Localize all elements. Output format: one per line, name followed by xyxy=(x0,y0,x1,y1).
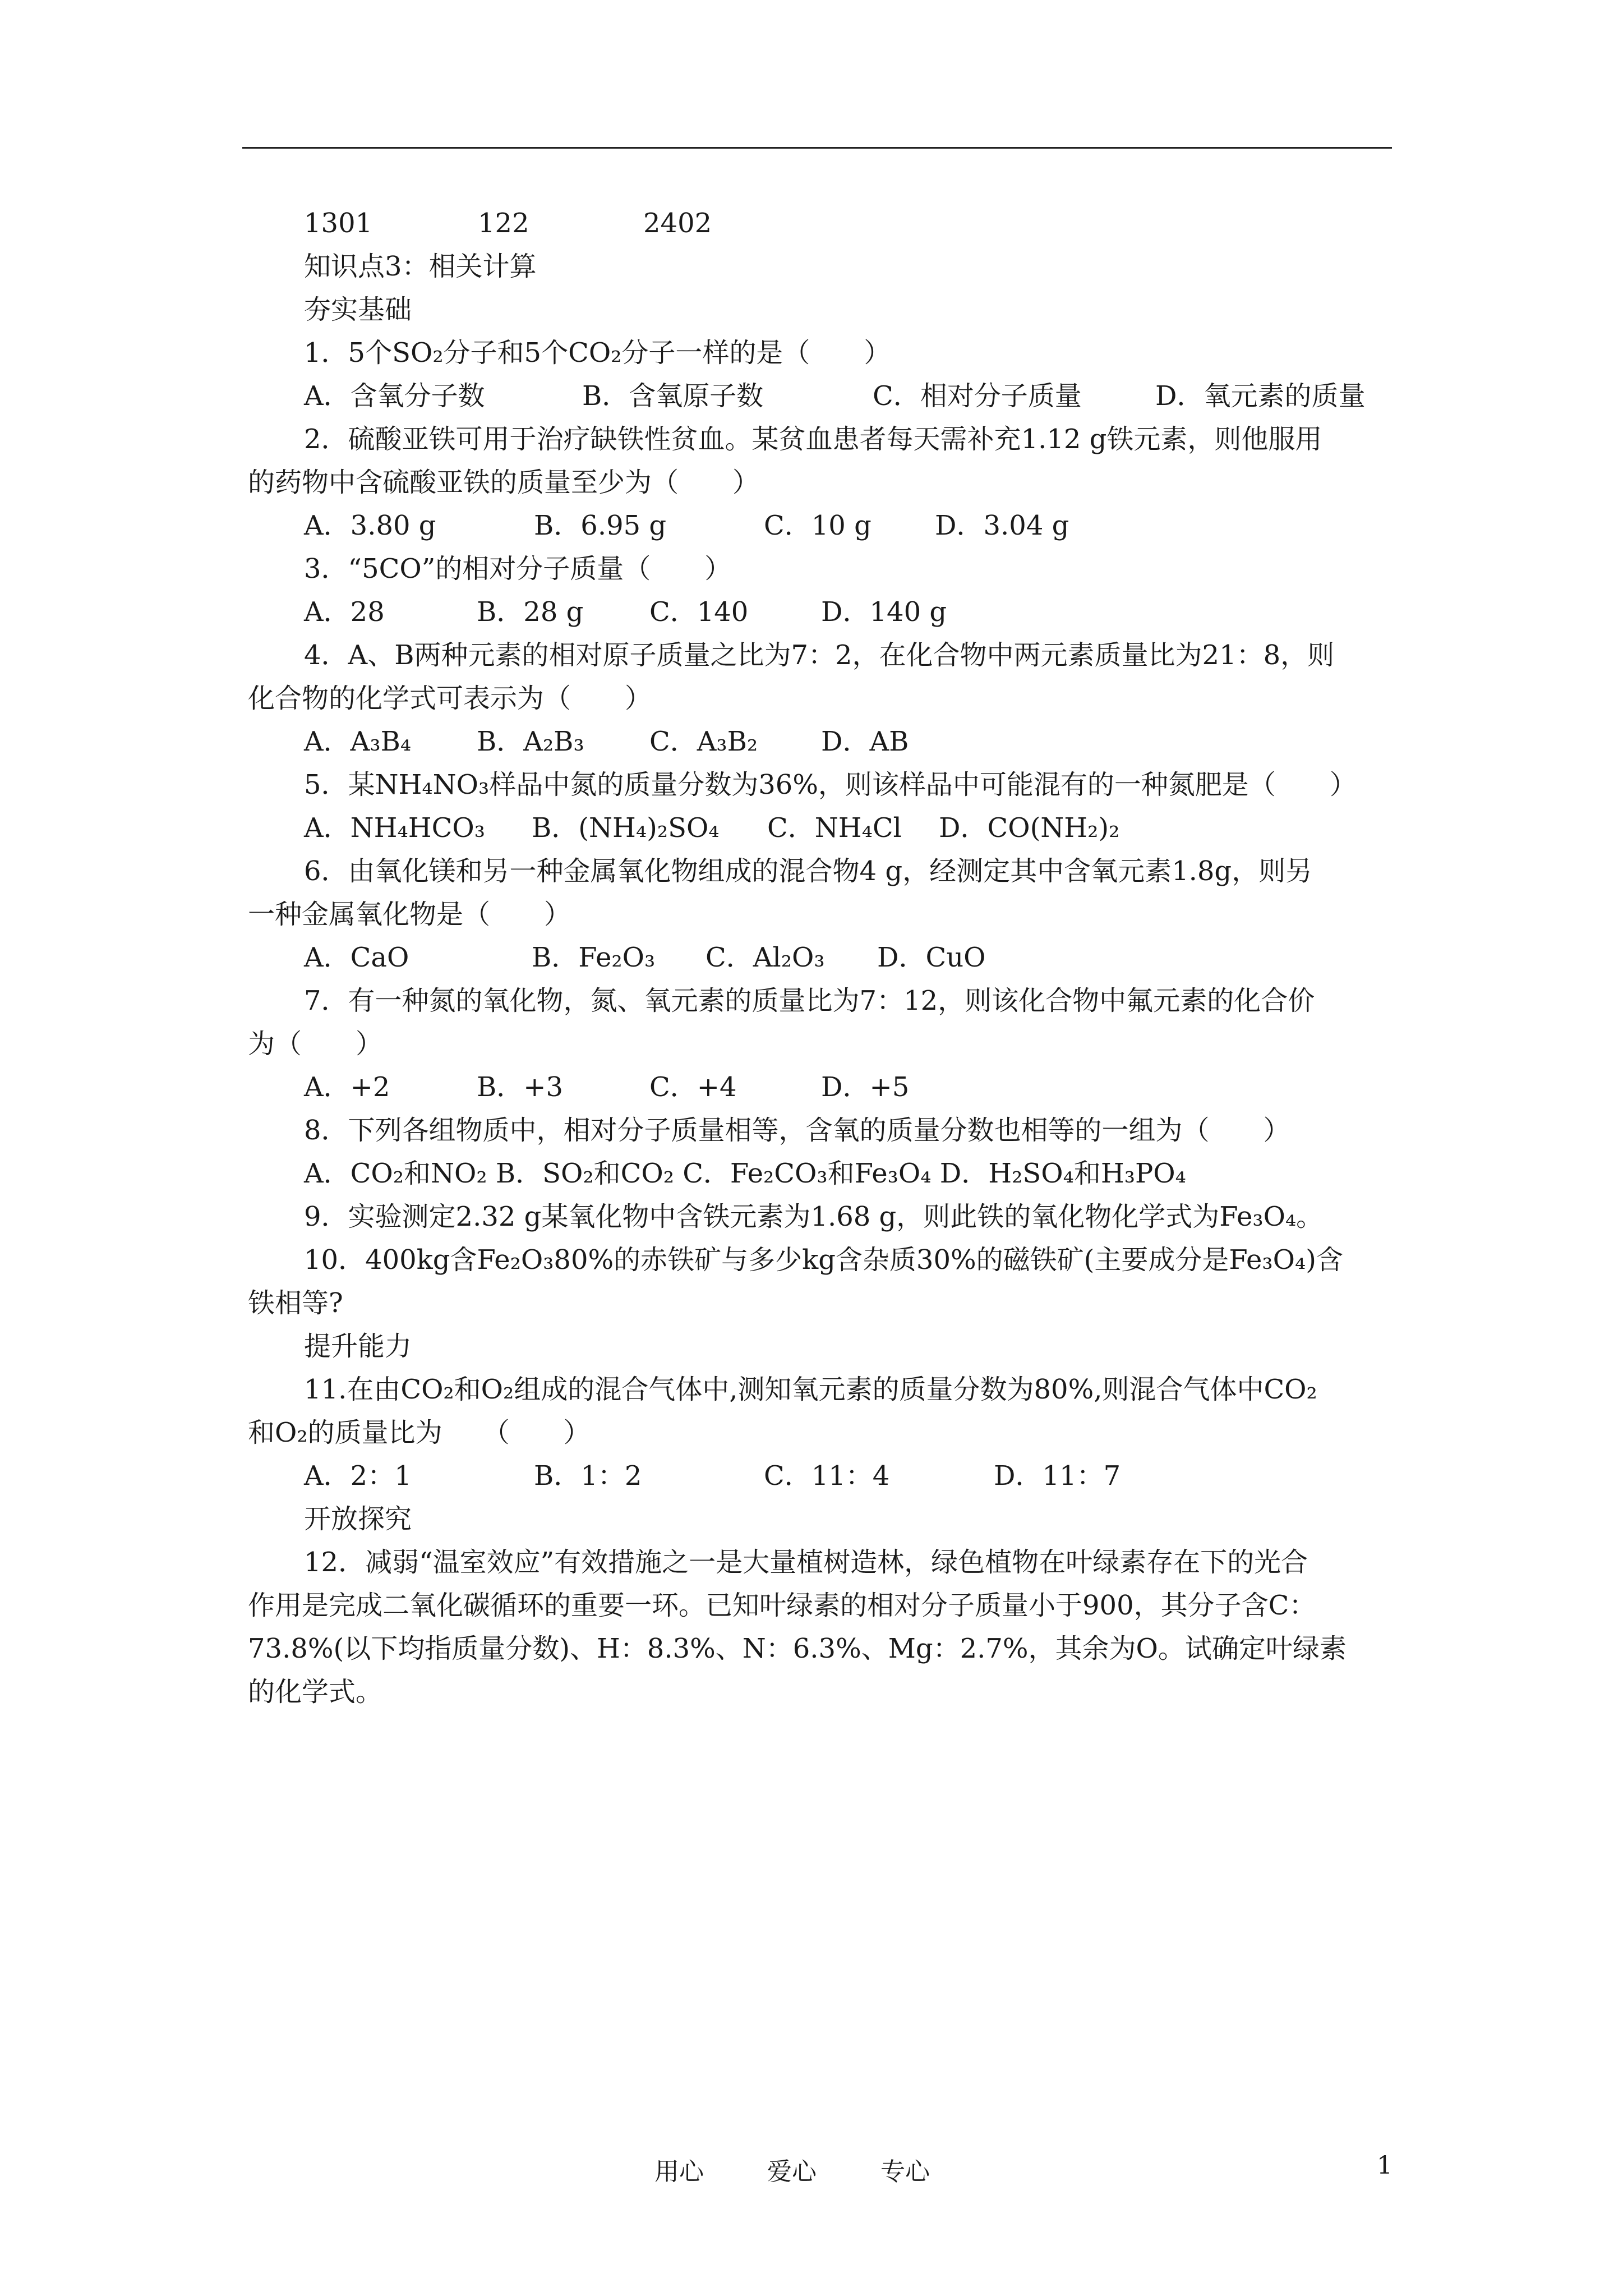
page-number: 1 xyxy=(1377,2151,1393,2180)
question-7-options xyxy=(248,1066,1392,1109)
question-5-options xyxy=(248,807,1392,850)
option-b: B．含氧原子数 xyxy=(582,380,764,412)
option-b: B．SO₂和CO₂ xyxy=(495,1158,674,1189)
option-d: D．H₂SO₄和H₃PO₄ xyxy=(939,1158,1186,1189)
part-heading-ability: 提升能力 xyxy=(304,1331,412,1362)
option-c: C．11：4 xyxy=(764,1460,890,1492)
option-d: D．140 g xyxy=(821,596,947,628)
option-a: A．A₃B₄ xyxy=(304,726,412,757)
option-b: B．1：2 xyxy=(534,1460,642,1492)
option-b: B．A₂B₃ xyxy=(477,726,584,757)
option-a: A．CO₂和NO₂ xyxy=(304,1158,487,1189)
option-d: D．AB xyxy=(821,726,909,757)
option-a: A．2：1 xyxy=(304,1460,412,1492)
option-a: A．28 xyxy=(304,596,385,628)
question-6-options xyxy=(248,936,1392,979)
option-d: D．CuO xyxy=(877,942,986,973)
question-12-line-2: 作用是完成二氧化碳循环的重要一环。已知叶绿素的相对分子质量小于900，其分子含C： xyxy=(248,1590,1316,1621)
number-2: 122 xyxy=(478,208,529,239)
part-heading-basic: 夯实基础 xyxy=(304,294,412,325)
question-9-stem: 9．实验测定2.32 g某氧化物中含铁元素为1.68 g，则此铁的氧化物化学式为Fe₃O₄。 xyxy=(304,1201,1324,1232)
question-6-stem-line-2: 一种金属氧化物是（ ） xyxy=(248,899,571,930)
question-5-stem: 5．某NH₄NO₃样品中氮的质量分数为36%，则该样品中可能混有的一种氮肥是（ ） xyxy=(304,769,1357,800)
option-d: D．CO(NH₂)₂ xyxy=(939,812,1120,844)
option-a: A．3.80 g xyxy=(304,510,436,541)
option-d: D．11：7 xyxy=(994,1460,1121,1492)
worksheet-body xyxy=(248,202,1392,1714)
option-a: A．CaO xyxy=(304,942,409,973)
option-d: D．+5 xyxy=(821,1071,910,1103)
question-8-options xyxy=(248,1152,1392,1195)
header-numbers xyxy=(248,202,1392,245)
option-b: B．28 g xyxy=(477,596,584,628)
option-d: D．氧元素的质量 xyxy=(1155,380,1366,412)
option-a: A．NH₄HCO₃ xyxy=(304,812,485,844)
option-c: C．Al₂O₃ xyxy=(706,942,825,973)
question-4-stem-line-2: 化合物的化学式可表示为（ ） xyxy=(248,683,652,714)
page-footer xyxy=(0,2151,1623,2185)
question-11-stem-line-2: 和O₂的质量比为 （ ） xyxy=(248,1417,591,1448)
option-d: D．3.04 g xyxy=(935,510,1069,541)
question-12-line-4: 的化学式。 xyxy=(248,1676,383,1708)
option-c: C．NH₄Cl xyxy=(767,812,902,844)
question-12-line-3: 73.8%(以下均指质量分数)、H：8.3%、N：6.3%、Mg：2.7%，其余为O。试确定叶绿素 xyxy=(248,1633,1347,1664)
question-4-options xyxy=(248,720,1392,763)
question-2-stem-line-1: 2．硫酸亚铁可用于治疗缺铁性贫血。某贫血患者每天需补充1.12 g铁元素，则他服用 xyxy=(304,424,1322,455)
option-c: C．140 xyxy=(649,596,749,628)
question-10-stem-line-2: 铁相等? xyxy=(248,1287,343,1319)
question-6-stem-line-1: 6．由氧化镁和另一种金属氧化物组成的混合物4 g，经测定其中含氧元素1.8g，则另 xyxy=(304,855,1313,887)
option-c: C．相对分子质量 xyxy=(873,380,1082,412)
option-b: B．+3 xyxy=(477,1071,564,1103)
section-title: 知识点3：相关计算 xyxy=(304,251,537,282)
option-b: B．6.95 g xyxy=(534,510,667,541)
option-b: B．Fe₂O₃ xyxy=(532,942,656,973)
option-c: C．A₃B₂ xyxy=(649,726,758,757)
option-a: A．+2 xyxy=(304,1071,390,1103)
question-2-options xyxy=(248,504,1392,547)
question-3-options xyxy=(248,591,1392,634)
footer-motto-2: 爱心 xyxy=(767,2157,817,2186)
number-3: 2402 xyxy=(643,208,712,239)
option-c: C．+4 xyxy=(649,1071,737,1103)
number-1: 1301 xyxy=(304,208,373,239)
question-1-stem: 1．5个SO₂分子和5个CO₂分子一样的是（ ） xyxy=(304,337,891,369)
option-b: B．(NH₄)₂SO₄ xyxy=(532,812,720,844)
question-8-stem: 8．下列各组物质中，相对分子质量相等，含氧的质量分数也相等的一组为（ ） xyxy=(304,1115,1290,1146)
question-4-stem-line-1: 4．A、B两种元素的相对原子质量之比为7：2，在化合物中两元素质量比为21：8，则 xyxy=(304,639,1335,671)
question-7-stem-line-1: 7．有一种氮的氧化物，氮、氧元素的质量比为7：12，则该化合物中氟元素的化合价 xyxy=(304,985,1315,1016)
option-a: A．含氧分子数 xyxy=(304,380,485,412)
question-7-stem-line-2: 为（ ） xyxy=(248,1028,383,1060)
question-11-options xyxy=(248,1455,1392,1498)
question-10-stem-line-1: 10．400kg含Fe₂O₃80%的赤铁矿与多少kg含杂质30%的磁铁矿(主要成分是Fe₃O₄)含 xyxy=(304,1244,1343,1276)
part-heading-explore: 开放探究 xyxy=(304,1503,412,1535)
option-c: C．10 g xyxy=(764,510,872,541)
question-11-stem-line-1: 11.在由CO₂和O₂组成的混合气体中,测知氧元素的质量分数为80%,则混合气体中CO₂ xyxy=(304,1374,1317,1405)
question-1-options xyxy=(248,375,1392,418)
footer-motto-1: 用心 xyxy=(654,2157,704,2186)
footer-motto-3: 专心 xyxy=(880,2157,930,2186)
header-rule xyxy=(242,147,1392,149)
question-12-line-1: 12．减弱“温室效应”有效措施之一是大量植树造林，绿色植物在叶绿素存在下的光合 xyxy=(304,1547,1308,1578)
option-c: C．Fe₂CO₃和Fe₃O₄ xyxy=(683,1158,932,1189)
question-3-stem: 3．“5CO”的相对分子质量（ ） xyxy=(304,553,732,585)
question-2-stem-line-2: 的药物中含硫酸亚铁的质量至少为（ ） xyxy=(248,467,760,498)
